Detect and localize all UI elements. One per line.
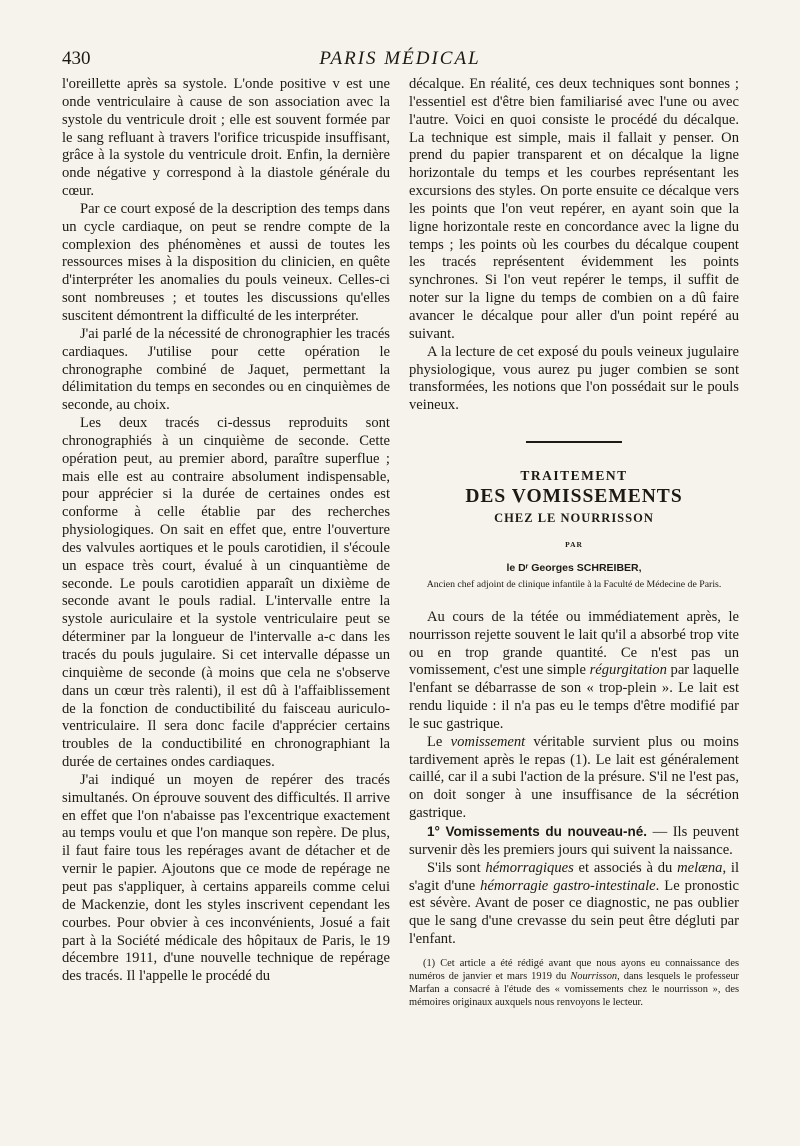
- article-title-line2: DES VOMISSEMENTS: [465, 486, 683, 508]
- paragraph: A la lecture de cet exposé du pouls veineux jugulaire physiologique, vous aurez pu juger combien se sont transformées, les notions que l'on possédait sur le pouls veineux.: [409, 343, 739, 414]
- section-paragraph: 1° Vomissements du nouveau-né. — Ils peuvent survenir dès les premiers jours qui suivent la naissance.: [409, 823, 739, 858]
- byline-par: PAR: [565, 540, 583, 550]
- journal-title: PARIS MÉDICAL: [319, 48, 481, 69]
- page-header: [62, 48, 738, 72]
- paragraph: Au cours de la tétée ou immédiatement après, le nourrisson rejette souvent le lait qu'il a absorbé trop vite ou en trop grande quantité. Ce n'est pas un vomissement, c'est une simple régurgitation par laquelle l'enfant se débarrasse de son « trop-plein ». Le lait est rendu liquide : il n'a pas eu le temps d'être modifié par le suc gastrique.: [409, 608, 740, 732]
- paragraph: Par ce court exposé de la description des temps dans un cycle cardiaque, on peut se rendre compte de la complexion des phénomènes et aussi de toutes les ressources mises à la disposition du clinicien, en quête d'interpréter les anomalies du pouls veineux. Celles-ci sont nombreuses ; et toutes les discussions qu'elles suscitent démontrent la difficulté de les interpréter.: [62, 200, 390, 324]
- page-number: 430: [62, 48, 91, 69]
- author-name: le Dʳ Georges SCHREIBER,: [506, 562, 642, 574]
- article-title-block: [409, 467, 739, 591]
- paragraph: décalque. En réalité, ces deux techniques sont bonnes ; l'essentiel est d'être bien familiarisé avec l'une ou avec l'autre. Voici en quoi consiste le procédé du décalque. La technique est simple, mais il fallait y penser. On prend du papier transparent et on décalque la ligne horizontale du temps et les courbes représentant les excursions des styles. On porte ensuite ce décalque vers les points que l'on veut repérer, en ayant soin que la ligne horizontale reste en concordance avec la ligne du temps ; les points où les courbes du décalque coupent les tracés représentent évidemment les points synchrones. Si l'on veut repérer le temps, il suffit de noter sur la ligne du temps de combien on a dû faire avancer le décalque pour aller d'un point repéré au suivant.: [409, 76, 739, 342]
- article-title-line1: TRAITEMENT: [520, 467, 628, 483]
- paragraph: Le vomissement véritable survient plus ou moins tardivement après le repas (1). Le lait est généralement caillé, car il a subi l'action de la présure. S'il ne l'est pas, on doit songer à une insuffisance de la sécrétion gastrique.: [409, 733, 739, 822]
- paragraph: J'ai parlé de la nécessité de chronographier les tracés cardiaques. J'utilise pour cette opération le chronographe combiné de Jaquet, permettant la délimitation du temps en secondes ou en cinquièmes de seconde, au choix.: [62, 325, 390, 414]
- paragraph: Les deux tracés ci-dessus reproduits sont chronographiés à un cinquième de seconde. Cette opération peut, au premier abord, paraître superflue ; mais elle est au contraire absolument indispensable, pour apprécier si la durée de certaines ondes est conforme à celle établie par des recherches physiologiques. On sait en effet que, entre l'ouverture des valvules aortiques et le pouls carotidien, il s'écoule un espace très court, évalué à un cinquantième de seconde. Le pouls carotidien apparaît un dixième de seconde avant le pouls radial. L'intervalle entre la systole auriculaire et la systole ventriculaire peut se déterminer par la longueur de l'intervalle a-c dans les tracés du pouls jugulaire. Si cet intervalle dépasse un cinquième de seconde (à moins que cela ne s'observe dans un cœur très ralenti), il est dû à l'affaiblissement de la fonction de conductibilité du faisceau auriculo-ventriculaire. Il sera donc facile d'apprécier certains troubles de la conductibilité en chronographiant la durée de certaines ondes cardiaques.: [62, 415, 390, 771]
- left-column: [62, 76, 390, 986]
- footnote: (1) Cet article a été rédigé avant que nous ayons eu connaissance des numéros de janvier et mars 1919 du Nourrisson, dans lesquels le professeur Marfan a consacré à l'étude des « vomissements chez le nourrisson », des mémoires originaux auxquels nous renvoyons le lecteur.: [409, 957, 739, 1009]
- author-affiliation: Ancien chef adjoint de clinique infantile à la Faculté de Médecine de Paris.: [426, 578, 722, 590]
- paragraph: J'ai indiqué un moyen de repérer des tracés simultanés. On éprouve souvent des difficultés. Il arrive en effet que l'on n'abaisse pas l'excentrique exactement au temps voulu et que l'on manque son repère. De plus, il faut faire tous les repérages avant de détacher et de vernir le papier. Ajoutons que ce mode de repérage ne peut pas s'appliquer, à certains appareils comme celui de Mackenzie, dont les styles inscrivent cependant les courbes. Pour obvier à ces inconvénients, Josué a fait part à la Société médicale des hôpitaux de Paris, le 19 décembre 1911, d'une nouvelle technique de repérage des tracés. Il l'appelle le procédé du: [62, 771, 390, 985]
- right-column: [409, 76, 739, 1010]
- article-title-line3: CHEZ LE NOURRISSON: [494, 511, 654, 526]
- section-divider: [526, 441, 622, 443]
- paragraph: S'ils sont hémorragiques et associés à du melæna, il s'agit d'une hémorragie gastro-intestinale. Le pronostic est sévère. Avant de poser ce diagnostic, ne pas oublier que le sang d'une crevasse du sein peut être dégluti par l'enfant.: [409, 859, 739, 948]
- paragraph: l'oreillette après sa systole. L'onde positive v est une onde ventriculaire à cause de son association avec la systole du ventricule droit ; elle est souvent formée par le sang refluant à travers l'orifice tricuspide insuffisant, grâce à la systole du ventricule droit. Enfin, la dernière onde négative y correspond à la diastole générale du cœur.: [62, 76, 390, 200]
- section-heading: 1° Vomissements du nouveau-né.: [427, 823, 648, 839]
